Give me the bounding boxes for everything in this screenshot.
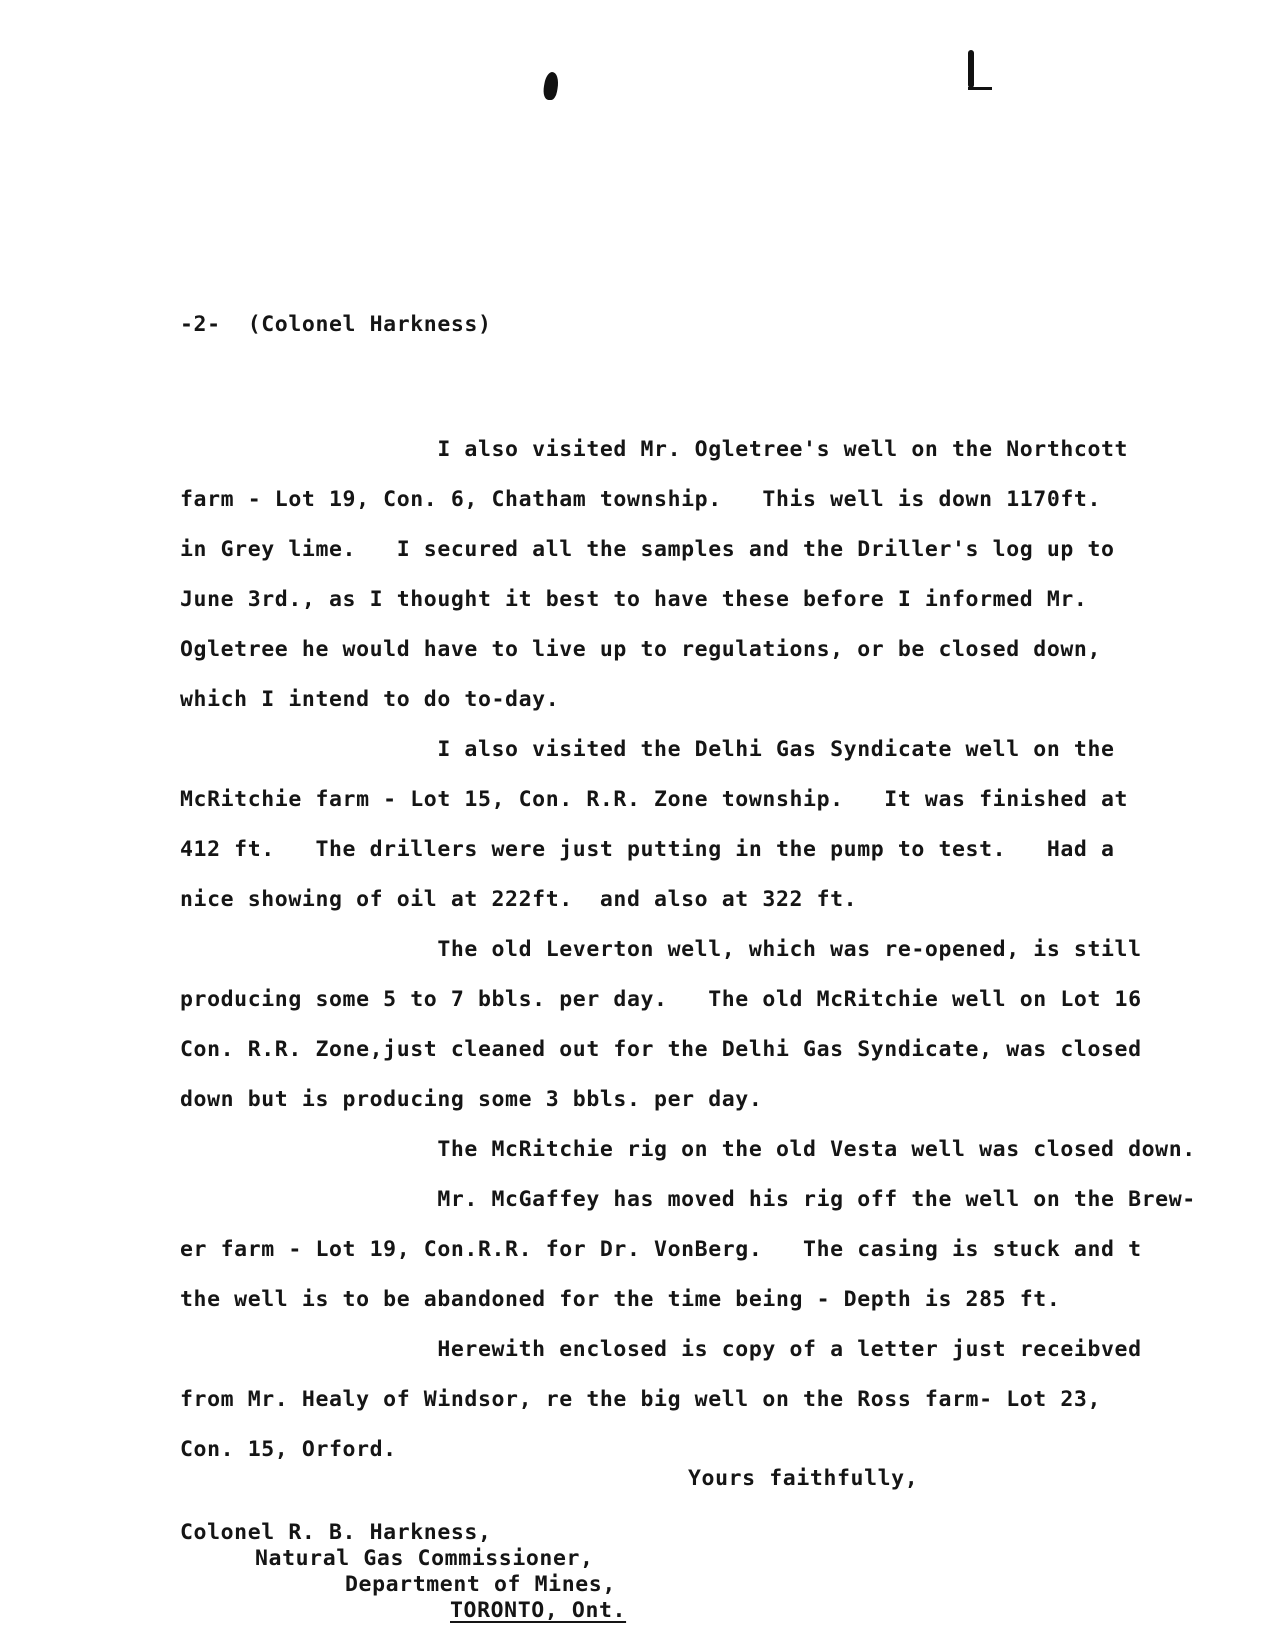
body-line: Mr. McGaffey has moved his rig off the well on the Brew-	[180, 1187, 1196, 1212]
body-line: down but is producing some 3 bbls. per day.	[180, 1087, 763, 1112]
body-line: the well is to be abandoned for the time being - Depth is 285 ft.	[180, 1287, 1061, 1312]
body-line: Con. R.R. Zone,just cleaned out for the Delhi Gas Syndicate, was closed	[180, 1037, 1142, 1062]
body-line: Con. 15, Orford.	[180, 1437, 397, 1462]
recipient-title: Natural Gas Commissioner,	[255, 1546, 594, 1571]
body-line: The old Leverton well, which was re-opened, is still	[180, 937, 1142, 962]
body-line: June 3rd., as I thought it best to have these before I informed Mr.	[180, 587, 1088, 612]
page-header: -2- (Colonel Harkness)	[180, 312, 492, 337]
body-line: McRitchie farm - Lot 15, Con. R.R. Zone township. It was finished at	[180, 787, 1129, 812]
body-line: from Mr. Healy of Windsor, re the big well on the Ross farm- Lot 23,	[180, 1387, 1101, 1412]
body-line: Ogletree he would have to live up to regulations, or be closed down,	[180, 637, 1101, 662]
body-line: which I intend to do to-day.	[180, 687, 560, 712]
body-line: I also visited Mr. Ogletree's well on the Northcott	[180, 437, 1129, 462]
body-line: er farm - Lot 19, Con.R.R. for Dr. VonBerg. The casing is stuck and t	[180, 1237, 1142, 1262]
body-line: 412 ft. The drillers were just putting in the pump to test. Had a	[180, 837, 1115, 862]
body-line: farm - Lot 19, Con. 6, Chatham township. This well is down 1170ft.	[180, 487, 1101, 512]
recipient-city: TORONTO, Ont.	[450, 1598, 627, 1623]
body-line: in Grey lime. I secured all the samples and the Driller's log up to	[180, 537, 1115, 562]
body-line: producing some 5 to 7 bbls. per day. The old McRitchie well on Lot 16	[180, 987, 1142, 1012]
body-line: The McRitchie rig on the old Vesta well was closed down.	[180, 1137, 1196, 1162]
recipient-name: Colonel R. B. Harkness,	[180, 1520, 492, 1545]
recipient-department: Department of Mines,	[345, 1572, 616, 1597]
ink-mark-right	[968, 50, 974, 88]
closing-salutation: Yours faithfully,	[688, 1466, 919, 1491]
body-line: nice showing of oil at 222ft. and also at 322 ft.	[180, 887, 858, 912]
ink-mark-left	[542, 72, 561, 100]
body-line: I also visited the Delhi Gas Syndicate well on the	[180, 737, 1115, 762]
body-line: Herewith enclosed is copy of a letter just receibved	[180, 1337, 1142, 1362]
